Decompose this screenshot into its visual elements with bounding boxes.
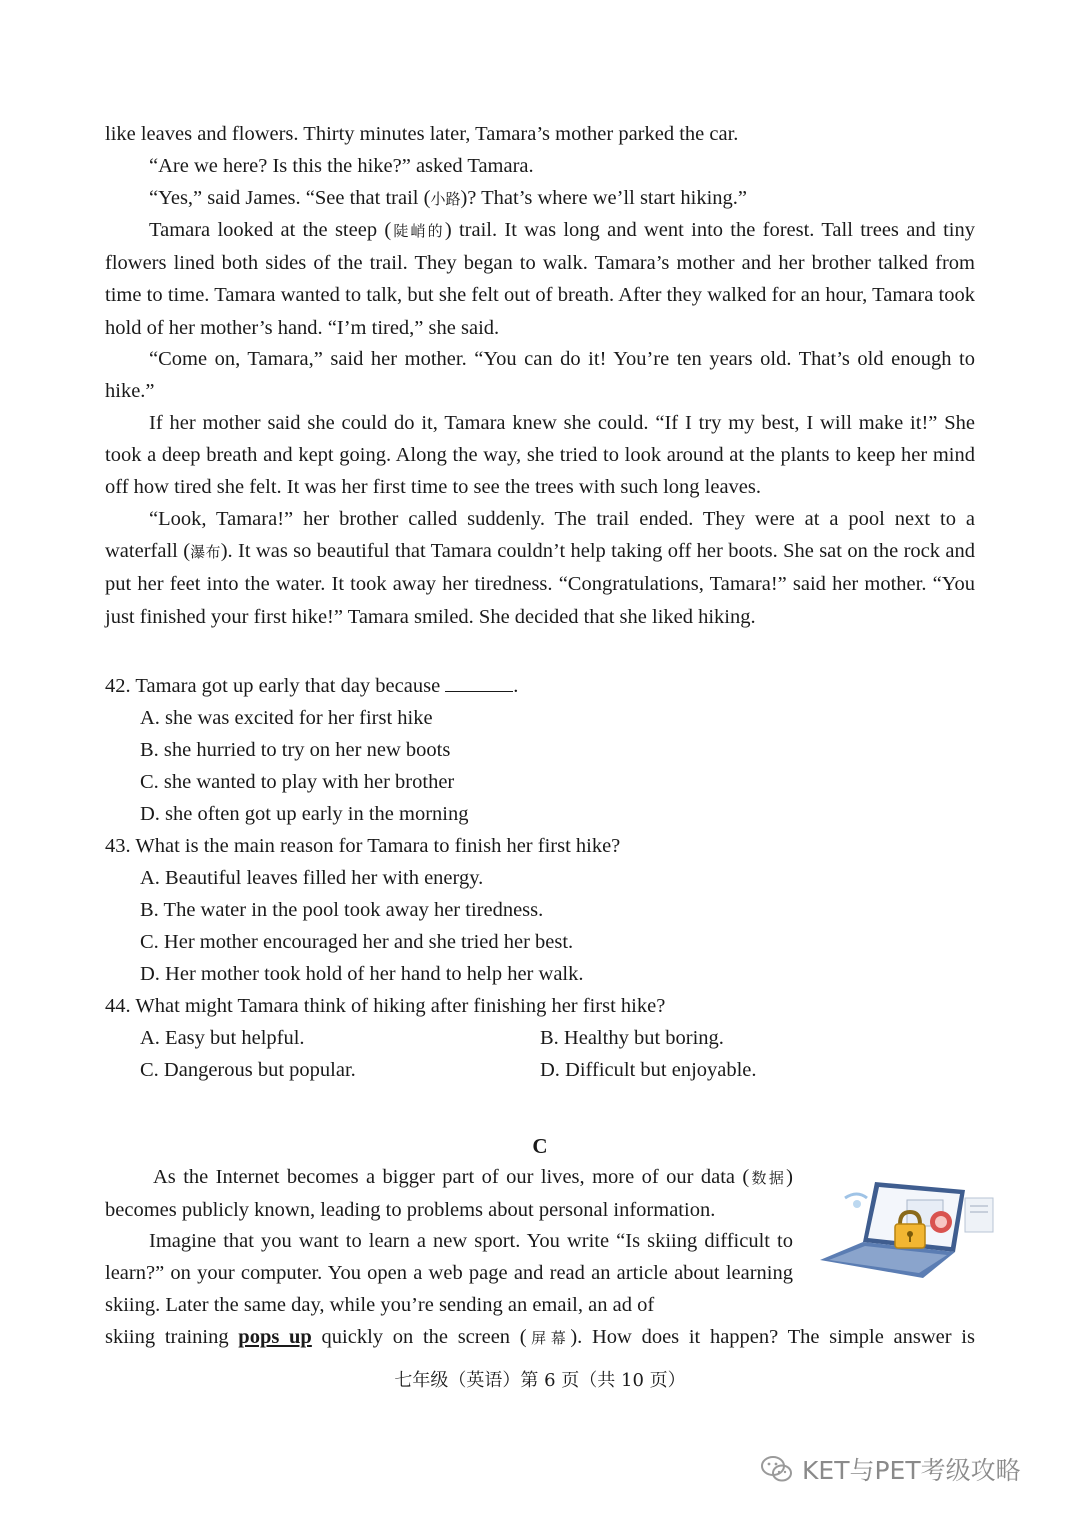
passage-b-paragraph-7: “Look, Tamara!” her brother called suddenly. The trail ended. They were at a pool next to a waterfall (瀑布). It was so beautiful that Tamara couldn’t help taking off her boots. She sat on the rock and put her feet into the water. It took away her tiredness. “Congratulations, Tamara!” said her mother. “You just finished your first hike!” Tamara smiled. She decided that she liked hiking. — [105, 508, 975, 628]
passage-c-paragraph-2-continued: skiing training pops up quickly on the screen (屏幕). How does it happen? The simple answer is — [105, 1326, 975, 1348]
gloss-screen: 屏幕 — [526, 1329, 571, 1347]
passage-b-paragraph-6: If her mother said she could do it, Tamara knew she could. “If I try my best, I will make it!” She took a deep breath and kept going. Along the way, she tried to look around at the plants to keep her mind off how tired she felt. It was her first time to see the trees with such long leaves. — [105, 412, 975, 499]
passage-b-paragraph-2: “Are we here? Is this the hike?” asked Tamara. — [149, 155, 534, 177]
q42-option-d: D. she often got up early in the morning — [140, 803, 469, 825]
page-footer: 七年级（英语）第 6 页（共 10 页） — [394, 1370, 686, 1391]
q44-option-b: B. Healthy but boring. — [540, 1027, 724, 1049]
laptop-security-illustration — [815, 1178, 995, 1288]
q42-option-c: C. she wanted to play with her brother — [140, 771, 455, 793]
gloss-waterfall: 瀑布 — [190, 543, 221, 562]
wechat-icon — [760, 1454, 794, 1484]
q43-option-a: A. Beautiful leaves filled her with energy. — [140, 867, 484, 889]
question-42: 42. Tamara got up early that day because . — [105, 670, 518, 702]
passage-b-paragraph-4: Tamara looked at the steep (陡峭的) trail. It was long and went into the forest. Tall trees and tiny flowers lined both sides of the trail. They began to walk. Tamara’s mother and her brother talked from time to time. Tamara wanted to talk, but she felt out of breath. After they walked for an hour, Tamara took hold of her mother’s hand. “I’m tired,” she said. — [105, 219, 975, 339]
gloss-data: 数据 — [749, 1169, 787, 1187]
q44-option-d: D. Difficult but enjoyable. — [540, 1059, 757, 1081]
q43-option-b: B. The water in the pool took away her tiredness. — [140, 899, 544, 921]
q44-option-c: C. Dangerous but popular. — [140, 1059, 356, 1081]
gloss-steep: 陡峭的 — [391, 222, 445, 240]
passage-c-paragraph-2: Imagine that you want to learn a new sport. You write “Is skiing difficult to learn?” on your computer. You open a web page and read an article about learning skiing. Later the same day, while you’re sending an email, an ad of — [105, 1230, 793, 1317]
passage-b-paragraph-5: “Come on, Tamara,” said her mother. “You can do it! You’re ten years old. That’s old enough to hike.” — [105, 348, 975, 403]
section-c-title: C — [532, 1134, 548, 1158]
q42-option-a: A. she was excited for her first hike — [140, 707, 433, 729]
watermark-text: KET与PET考级攻略 — [802, 1456, 1021, 1485]
q44-option-a: A. Easy but helpful. — [140, 1027, 305, 1049]
passage-b-paragraph-3: “Yes,” said James. “See that trail (小路)? That’s where we’ll start hiking.” — [149, 187, 747, 209]
q43-option-c: C. Her mother encouraged her and she tried her best. — [140, 931, 574, 953]
keyword-pops-up: pops up — [238, 1326, 312, 1348]
question-43: 43. What is the main reason for Tamara to finish her first hike? — [105, 835, 621, 857]
passage-b-paragraph-1: like leaves and flowers. Thirty minutes later, Tamara’s mother parked the car. — [105, 123, 739, 145]
answer-blank — [445, 671, 513, 692]
passage-c-paragraph-1: As the Internet becomes a bigger part of our lives, more of our data (数据) becomes publicly known, leading to problems about personal information. — [105, 1166, 793, 1222]
q42-option-b: B. she hurried to try on her new boots — [140, 739, 451, 761]
question-44: 44. What might Tamara think of hiking after finishing her first hike? — [105, 995, 666, 1017]
gloss-trail: 小路 — [430, 190, 461, 208]
q43-option-d: D. Her mother took hold of her hand to help her walk. — [140, 963, 584, 985]
wechat-watermark — [760, 1452, 1021, 1486]
